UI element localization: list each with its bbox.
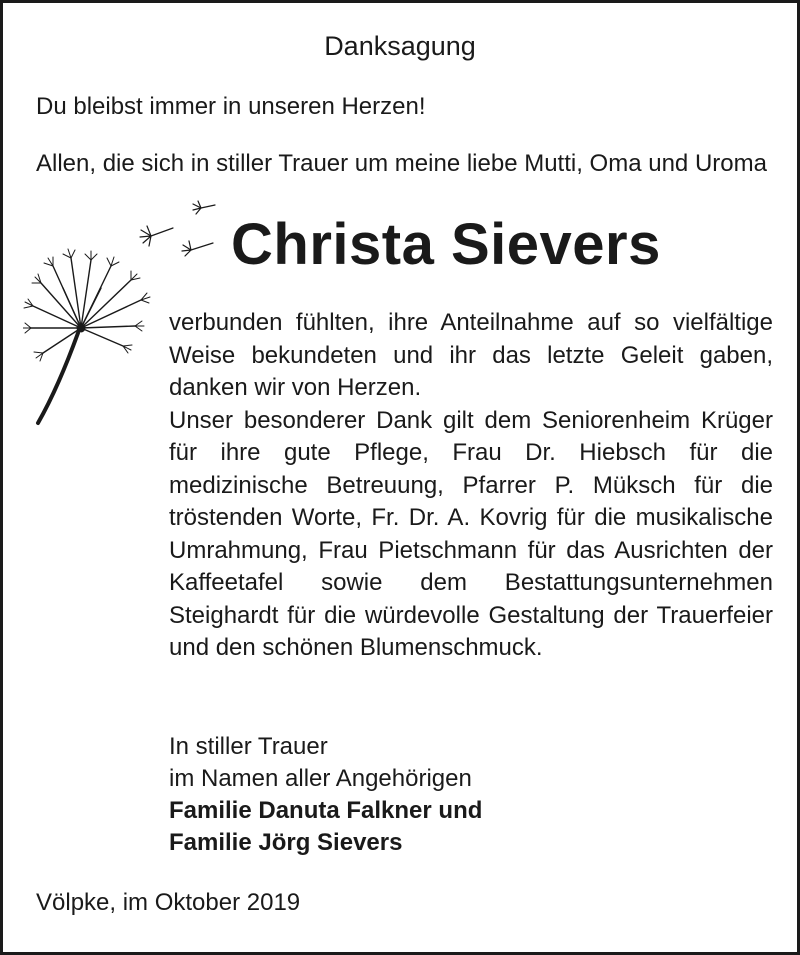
- closing-line: In stiller Trauer: [169, 733, 328, 760]
- place-date: Völpke, im Oktober 2019: [36, 889, 301, 916]
- motto-line: Du bleibst immer in unseren Herzen!: [36, 93, 426, 120]
- notice-heading: Danksagung: [324, 31, 476, 61]
- closing-line: im Namen aller Angehörigen: [169, 765, 472, 792]
- thanks-paragraph: verbunden fühlten, ihre Anteilnahme auf so vielfältige Weise bekundeten und ihr das letzte Geleit gaben, danken wir von Herzen.: [169, 309, 773, 401]
- family-name: Familie Danuta Falkner und: [169, 797, 483, 824]
- body-text: [169, 307, 773, 665]
- intro-text: Allen, die sich in stiller Trauer um meine liebe Mutti, Oma und Uroma: [36, 150, 767, 177]
- closing-block: [169, 731, 482, 859]
- special-thanks-paragraph: Unser besonderer Dank gilt dem Seniorenheim Krüger für ihre gute Pflege, Frau Dr. Hiebsch für die medizinische Betreuung, Pfarrer P. Müksch für die tröstenden Worte, Fr. Dr. A. Kovrig für die musikalische Umrahmung, Frau Pietschmann für das Ausrichten der Kaffeetafel sowie dem Bestattungsunternehmen Steighardt für die würdevolle Gestaltung der Trauerfeier und den schönen Blumenschmuck.: [169, 406, 773, 661]
- family-name: Familie Jörg Sievers: [169, 829, 403, 856]
- deceased-name: Christa Sievers: [231, 212, 661, 277]
